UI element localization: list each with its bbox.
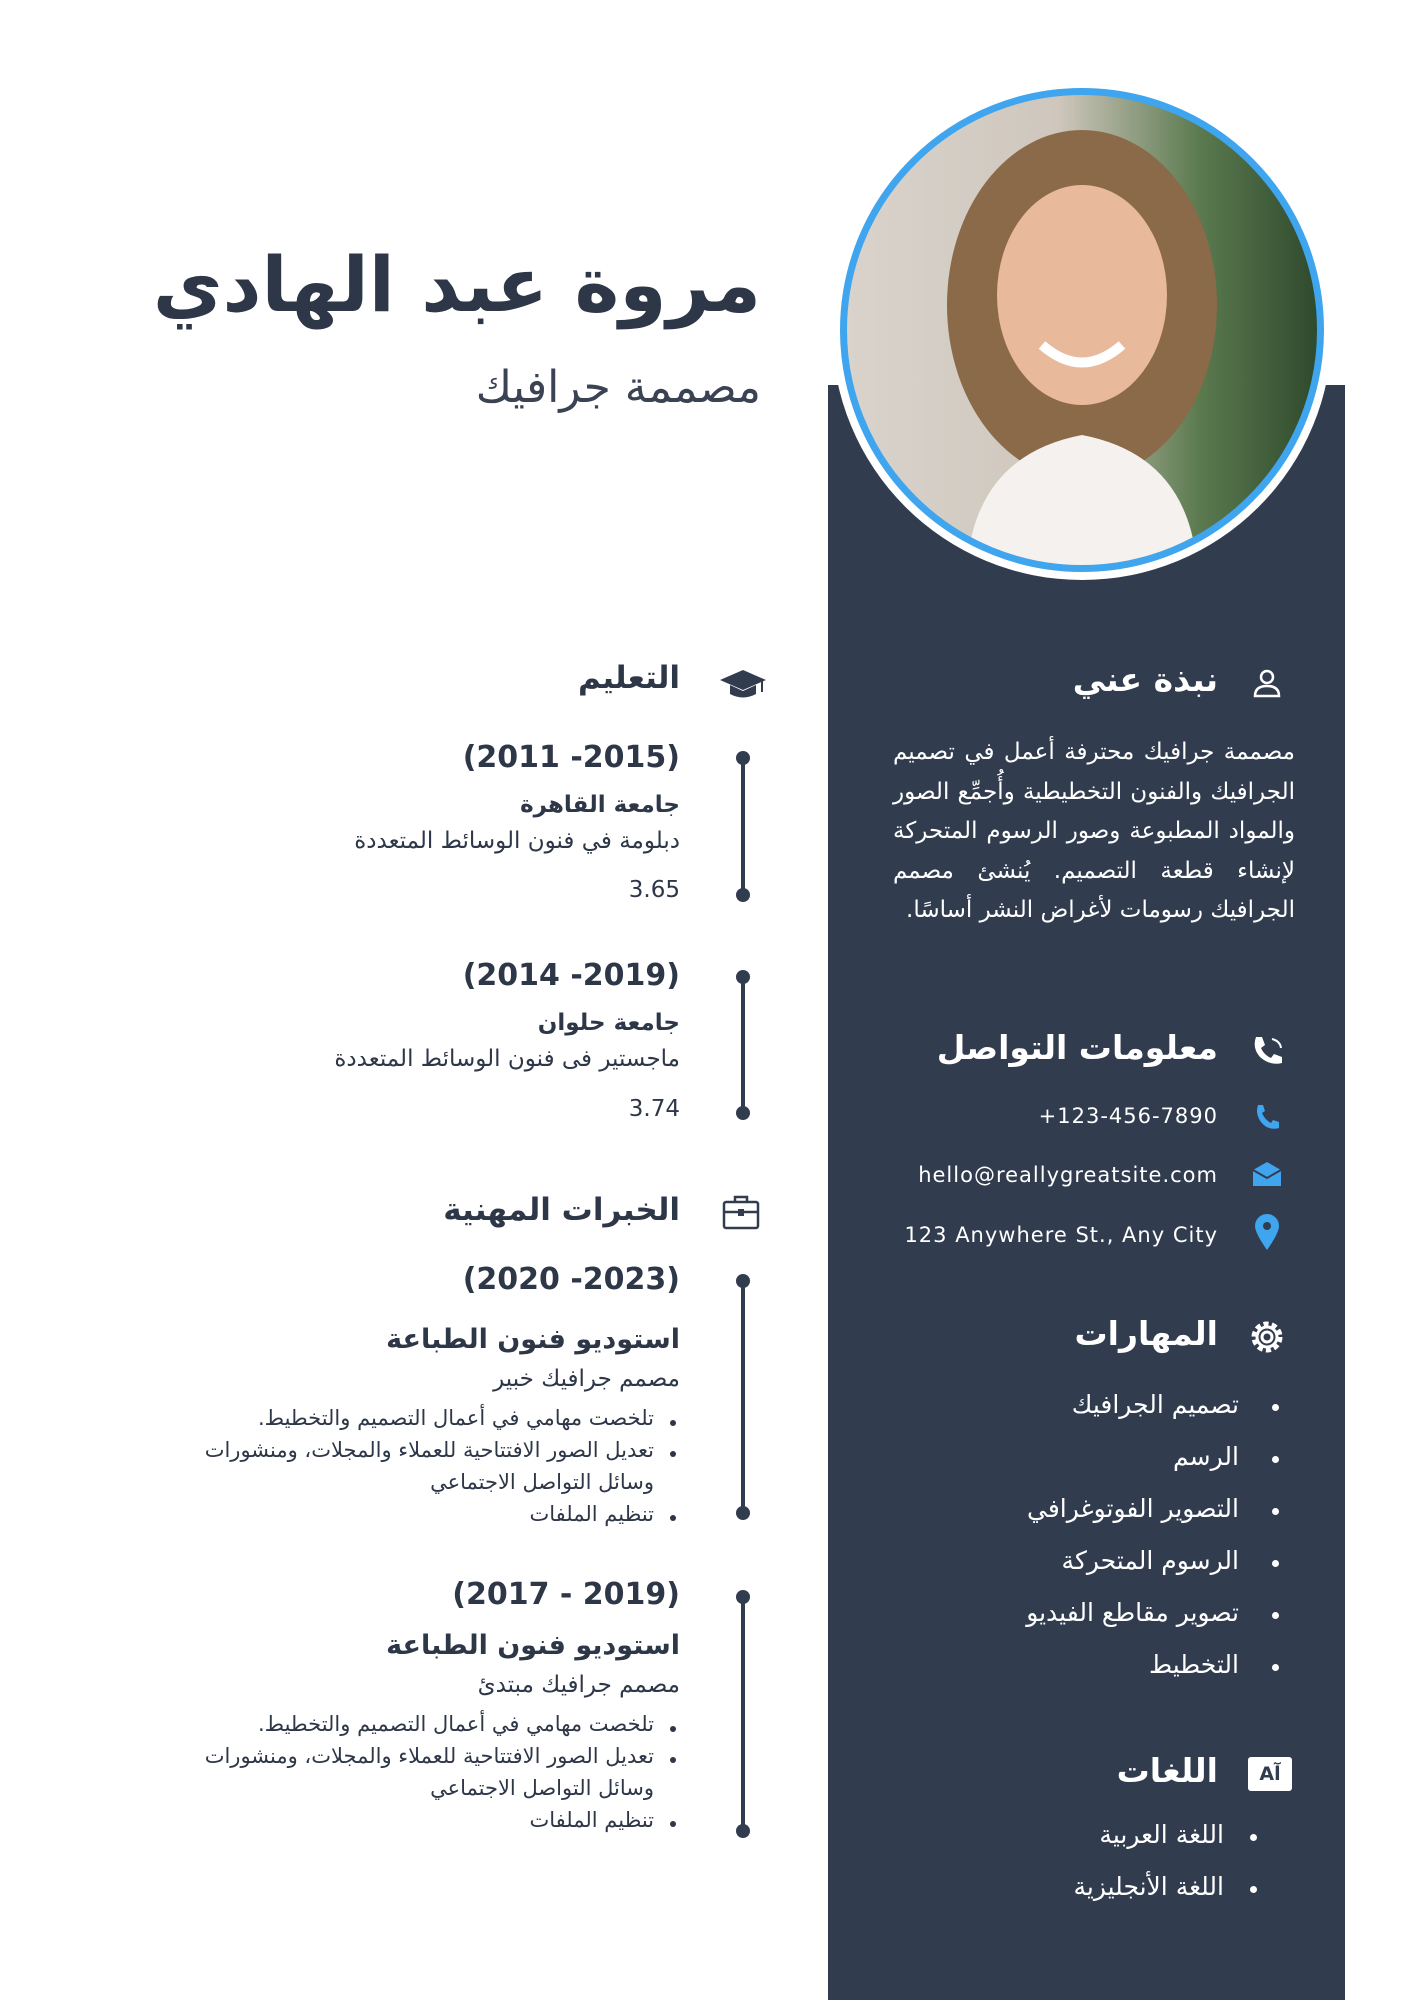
education-school: جامعة حلوان	[537, 1010, 680, 1036]
contact-heading: معلومات التواصل	[936, 1028, 1218, 1067]
bullet	[1272, 1508, 1279, 1515]
about-text: مصممة جرافيك محترفة أعمل في تصميم الجرافيك والفنون التخطيطية وأُجمِّع الصور والمواد المطبوعة وصور الرسوم المتحركة لإنشاء قطعة التصميم. يُنشئ مصمم الجرافيك رسومات لأغراض النشر أساسًا.	[893, 739, 1295, 923]
education-degree: دبلومة في فنون الوسائط المتعددة	[354, 828, 680, 854]
experience-bullet: تلخصت مهامي في أعمال التصميم والتخطيط.	[257, 1406, 654, 1430]
contact-phone[interactable]: +123-456-7890	[1038, 1104, 1218, 1128]
education-gpa: 3.65	[628, 877, 680, 903]
bullet	[1272, 1404, 1279, 1411]
bullet	[1250, 1886, 1257, 1893]
about-heading: نبذة عني	[1072, 660, 1218, 699]
phone-icon	[1254, 1102, 1280, 1132]
experience-bullet: وسائل التواصل الاجتماعي	[430, 1776, 654, 1800]
bullet	[670, 1821, 676, 1827]
timeline-dot	[736, 1106, 750, 1120]
bullet	[1272, 1664, 1279, 1671]
experience-company: استوديو فنون الطباعة	[386, 1630, 680, 1661]
experience-heading: الخبرات المهنية	[443, 1192, 680, 1228]
education-school: جامعة القاهرة	[520, 792, 680, 818]
gear-icon	[1246, 1316, 1288, 1358]
bullet	[1272, 1456, 1279, 1463]
timeline-line	[741, 1597, 745, 1832]
email-icon	[1252, 1160, 1282, 1188]
education-heading: التعليم	[577, 660, 680, 696]
timeline-dot	[736, 888, 750, 902]
timeline-line	[741, 1281, 745, 1514]
language-item: اللغة الأنجليزية	[1073, 1872, 1224, 1901]
skill-item: الرسوم المتحركة	[1061, 1546, 1239, 1575]
location-pin-icon	[1254, 1213, 1280, 1251]
briefcase-icon	[722, 1194, 760, 1230]
bullet	[670, 1757, 676, 1763]
bullet	[670, 1420, 676, 1426]
education-date: (2014 -2019)	[462, 958, 680, 993]
experience-bullet: تلخصت مهامي في أعمال التصميم والتخطيط.	[257, 1712, 654, 1736]
experience-bullet: تعديل الصور الافتتاحية للعملاء والمجلات، ومنشورات	[204, 1744, 654, 1768]
experience-role: مصمم جرافيك مبتدئ	[477, 1672, 680, 1698]
experience-bullet: وسائل التواصل الاجتماعي	[430, 1470, 654, 1494]
bullet	[1272, 1560, 1279, 1567]
experience-company: استوديو فنون الطباعة	[386, 1324, 680, 1355]
skill-item: التخطيط	[1148, 1650, 1239, 1679]
skill-item: التصوير الفوتوغرافي	[1027, 1494, 1239, 1523]
experience-bullet: تعديل الصور الافتتاحية للعملاء والمجلات، ومنشورات	[204, 1438, 654, 1462]
experience-bullet: تنظيم الملفات	[529, 1502, 654, 1526]
skill-item: الرسم	[1173, 1442, 1239, 1471]
contact-address: 123 Anywhere St., Any City	[904, 1223, 1218, 1247]
timeline-line	[741, 977, 745, 1112]
language-item: اللغة العربية	[1099, 1820, 1224, 1849]
person-name: مروة عبد الهادي	[152, 240, 761, 329]
timeline-line	[741, 758, 745, 894]
profile-photo	[840, 88, 1324, 572]
experience-date: (2017 - 2019)	[452, 1577, 680, 1612]
timeline-dot	[736, 1824, 750, 1838]
experience-role: مصمم جرافيك خبير	[493, 1366, 680, 1392]
contact-email[interactable]: hello@reallygreatsite.com	[918, 1163, 1218, 1187]
bullet	[670, 1451, 676, 1457]
experience-bullet: تنظيم الملفات	[529, 1808, 654, 1832]
education-date: (2011 -2015)	[462, 740, 680, 775]
skill-item: تصوير مقاطع الفيديو	[1026, 1598, 1239, 1627]
job-title: مصممة جرافيك	[475, 362, 761, 413]
bullet	[670, 1515, 676, 1521]
bullet	[670, 1726, 676, 1732]
user-icon	[1252, 668, 1282, 698]
experience-date: (2020 -2023)	[462, 1262, 680, 1297]
bullet	[1272, 1612, 1279, 1619]
skill-item: تصميم الجرافيك	[1071, 1390, 1239, 1419]
skills-heading: المهارات	[1074, 1314, 1218, 1353]
graduation-cap-icon	[718, 668, 768, 702]
education-gpa: 3.74	[628, 1096, 680, 1122]
timeline-dot	[736, 1506, 750, 1520]
education-degree: ماجستير فى فنون الوسائط المتعددة	[334, 1046, 680, 1072]
languages-heading: اللغات	[1116, 1751, 1218, 1790]
translate-icon: Aآ	[1248, 1757, 1292, 1791]
bullet	[1250, 1834, 1257, 1841]
phone-call-icon	[1250, 1033, 1286, 1069]
